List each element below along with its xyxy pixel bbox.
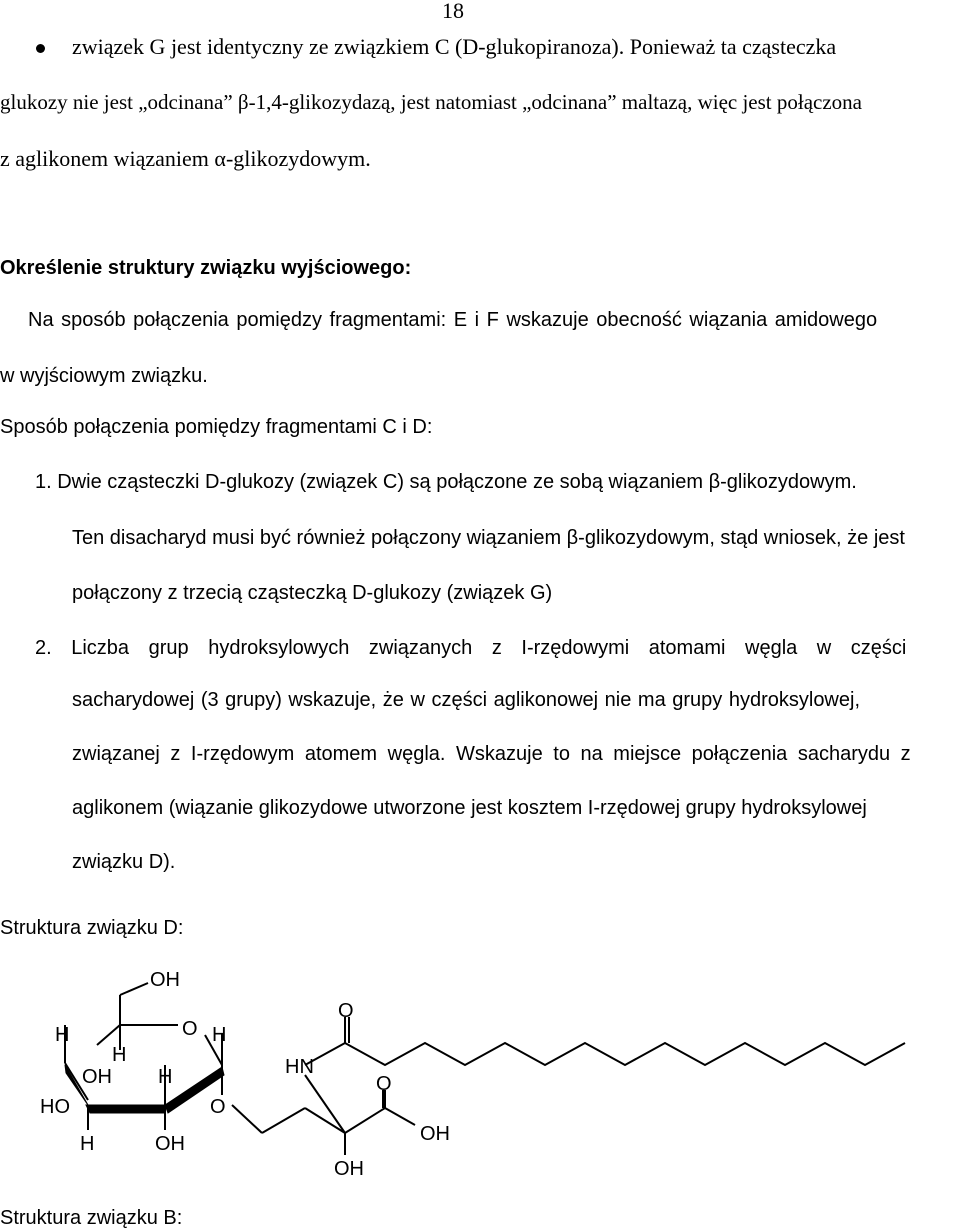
item2-line-2: sacharydowej (3 grupy) wskazuje, że w części aglikonowej nie ma grupy hydroksylowej,	[72, 689, 861, 711]
item2-line-1: 2. Liczba grup hydroksylowych związanych z I-rzędowymi atomami węgla w części	[35, 637, 907, 659]
item2-line-3: związanej z I-rzędowym atomem węgla. Wskazuje to na miejsce połączenia sacharydu z	[72, 743, 911, 765]
label-h-mid: H	[112, 1044, 127, 1066]
item1-line-3: połączony z trzecią cząsteczką D-glukozy (związek G)	[72, 582, 553, 604]
item1-line-1: 1. Dwie cząsteczki D-glukozy (związek C) są połączone ze sobą wiązaniem β-glikozydowym.	[35, 471, 857, 493]
label-hn: HN	[285, 1056, 314, 1078]
amide-line-2: w wyjściowym związku.	[0, 365, 208, 387]
label-h-left: H	[55, 1024, 70, 1046]
label-oh-chain: OH	[334, 1158, 364, 1180]
structure-d-diagram	[0, 955, 960, 1195]
label-h-ring-right: H	[212, 1024, 227, 1046]
page-number: 18	[442, 0, 464, 23]
bullet-line-1: związek G jest identyczny ze związkiem C (D-glukopiranoza). Ponieważ ta cząsteczka	[72, 34, 837, 59]
item2-line-4: aglikonem (wiązanie glikozydowe utworzone jest kosztem I-rzędowej grupy hydroksylowej	[72, 797, 867, 819]
sub-heading-cd: Sposób połączenia pomiędzy fragmentami C i D:	[0, 416, 433, 438]
heading-structure-b: Struktura związku B:	[0, 1207, 183, 1229]
bullet-line-3: z aglikonem wiązaniem α-glikozydowym.	[0, 146, 371, 171]
label-oh-ring: OH	[82, 1066, 112, 1088]
label-h-bottom: H	[80, 1133, 95, 1155]
label-oh-bottom: OH	[155, 1133, 185, 1155]
section-title: Określenie struktury związku wyjściowego:	[0, 257, 412, 279]
bullet-marker	[36, 44, 45, 53]
structure-bonds	[65, 983, 905, 1155]
heading-structure-d: Struktura związku D:	[0, 917, 184, 939]
label-o-amide: O	[338, 1000, 354, 1022]
amide-line-1: Na sposób połączenia pomiędzy fragmentami: E i F wskazuje obecność wiązania amidowego	[28, 309, 878, 331]
label-ho-left: HO	[40, 1096, 70, 1118]
item1-line-2: Ten disacharyd musi być również połączony wiązaniem β-glikozydowym, stąd wniosek, że jest	[72, 527, 905, 549]
label-o-acid: O	[376, 1073, 392, 1095]
bullet-line-2: glukozy nie jest „odcinana” β-1,4-glikozydazą, jest natomiast „odcinana” maltazą, więc jest połączona	[0, 90, 862, 114]
item2-line-5: związku D).	[72, 851, 176, 873]
label-o-glyco: O	[210, 1096, 226, 1118]
label-h-inner: H	[158, 1066, 173, 1088]
label-oh-acid: OH	[420, 1123, 450, 1145]
label-o-ring: O	[182, 1018, 198, 1040]
label-oh-top: OH	[150, 969, 180, 991]
